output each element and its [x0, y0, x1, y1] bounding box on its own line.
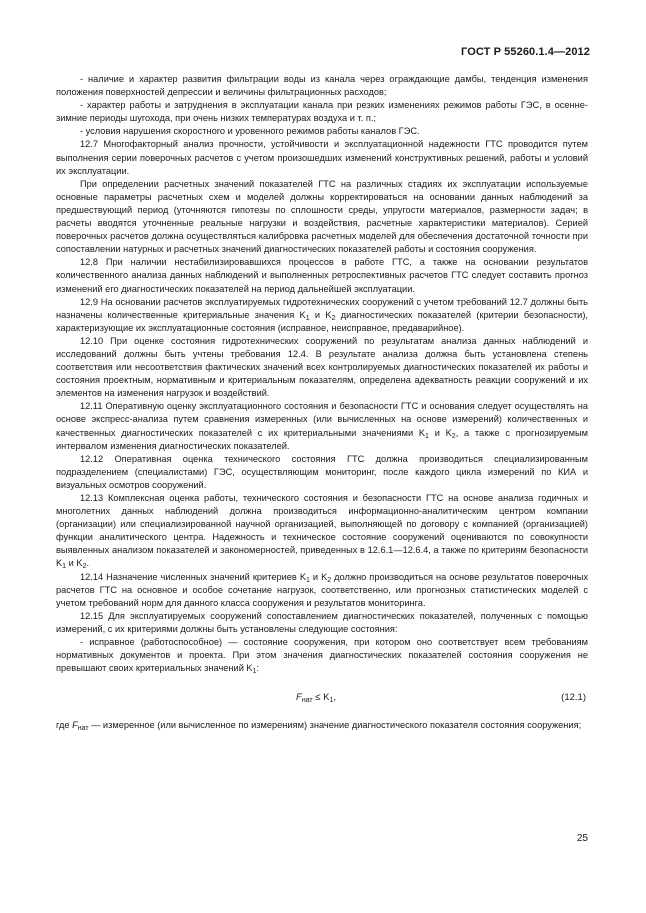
formula-number: (12.1) [561, 692, 586, 704]
paragraph-12-15: 12.15 Для эксплуатируемых сооружений сопоставлением диагностических показателей, полученных с помощью измерений, с их критериями должны быть установлены следующие состояния: [56, 610, 588, 634]
paragraph: - условия нарушения скоростного и уровенного режимов работы каналов ГЭС. [80, 126, 420, 137]
paragraph-12-12: 12.12 Оперативная оценка технического состояния ГТС должна производиться специализированным подразделением (специалистами) ГЭС, осуществляющим мониторинг, после каждого цикла измерений по КИА и визуальных осмотров сооружений. [56, 453, 588, 490]
paragraph: - характер работы и затруднения в эксплуатации канала при резких изменениях режимов работы ГЭС, в осенне-зимние периоды шугохода, при очень низких температурах воздуха и т. п.; [56, 100, 588, 124]
paragraph: При определении расчетных значений показателей ГТС на различных стадиях их эксплуатации используемые основные параметры расчетных схем и моделей должны корректироваться на основании данных наблюдений за предшествующий период (уточняются гипотезы по сплошности среды, упругости материалов, размерности задач; в расчеты вводятся уточненные реальные нагрузки и воздействия, расчетные характеристики материалов). Серией поверочных расчетов должна осуществляться калибровка расчетных моделей для обеспечения достаточной точности при сопоставлении натурных и расчетных значений диагностических показателей работы и состояния сооружения. [56, 178, 588, 255]
paragraph-12-14: 12.14 Назначение численных значений критериев $K_1$ и $K_2$ должно производиться на основе результатов поверочных расчетов ГТС на основное и особое сочетание нагрузок, соответственно, или прогнозных статистических моделей с учетом требований норм для данного класса сооружения и результатов мониторинга. [56, 571, 589, 608]
page-number: 25 [576, 833, 588, 844]
formula-12-1 [56, 689, 588, 709]
paragraph-12-10: 12.10 При оценке состояния гидротехнических сооружений по результатам анализа данных наблюдений и исследований должны быть учтены требования 12.4. В результате анализа должна быть установлена степень соответствия или несоответствия фактических значений всех контролируемых диагностических показателей их работы и состояния проектным, нормативным и критериальным показателям, определена адекватность реакции сооружений и их элементов на изменения нагрузок и воздействий. [56, 335, 588, 399]
paragraph-12-7: 12.7 Многофакторный анализ прочности, устойчивости и эксплуатационной надежности ГТС проводится путем выполнения серии поверочных расчетов с учетом произошедших изменений конструктивных решений, работы и условий их эксплуатации. [56, 139, 588, 176]
paragraph-serviceable-state: - исправное (работоспособное) — состояние сооружения, при котором оно соответствует всем требованиям нормативных документов и проекта. При этом значения диагностических показателей состояния сооружения не превышают своих критериальных значений $K_1$: [56, 637, 588, 676]
paragraph-12-11: 12.11 Оперативную оценку эксплуатационного состояния и безопасности ГТС и основания следует осуществлять на основе экспресс-анализа путем сравнения измеренных (или вычисленных на основе измерений) количественных и качественных диагностических показателей с их критериальными значениями $K_1$ и $K_2$, а также с прогнозируемым интервалом изменения диагностических показателей. [56, 401, 588, 451]
paragraph-12-8: 12.8 При наличии нестабилизировавшихся процессов в работе ГТС, а также на основании результатов количественного анализа данных наблюдений и выполненных ретроспективных расчетов ГТС следует составить прогноз изменений его диагностических показателей на период дальнейшей эксплуатации. [56, 257, 588, 294]
paragraph-12-13: 12.13 Комплексная оценка работы, технического состояния и безопасности ГТС на основе анализа годичных и многолетних данных наблюдений должна производиться информационно-аналитическим центром компании (организации) или специализированной научной организацией, выполняющей по договору с компанией (организацией) функции аналитического центра. Надежность и техническое состояние сооружений оцениваются по совокупности выявленных анализом показателей и закономерностей, приведенных в 12.6.1—12.6.4, а также по критериям безопасности $K_1$ и $K_2$. [56, 493, 588, 571]
formula-expression: $F_{нат} \le K_1$, [296, 692, 337, 705]
paragraph-12-9: 12.9 На основании расчетов эксплуатируемых гидротехнических сооружений с учетом требований 12.7 должны быть назначены количественные критериальные значения $K_1$ и $K_2$ диагностических показателей (критерии безопасности), характеризующие их эксплуатационные состояния (исправное, неисправное, предаварийное). [56, 296, 588, 333]
formula-explanation: где $F_{нат}$ — измеренное (или вычисленное по измерениям) значение диагностического показателя состояния сооружения; [56, 720, 582, 733]
standard-header: ГОСТ Р 55260.1.4—2012 [461, 46, 590, 58]
document-body [56, 73, 588, 732]
paragraph: - наличие и характер развития фильтрации воды из канала через ограждающие дамбы, тенденция изменения положения поверхностей депрессии и величины фильтрационных расходов; [56, 74, 588, 98]
